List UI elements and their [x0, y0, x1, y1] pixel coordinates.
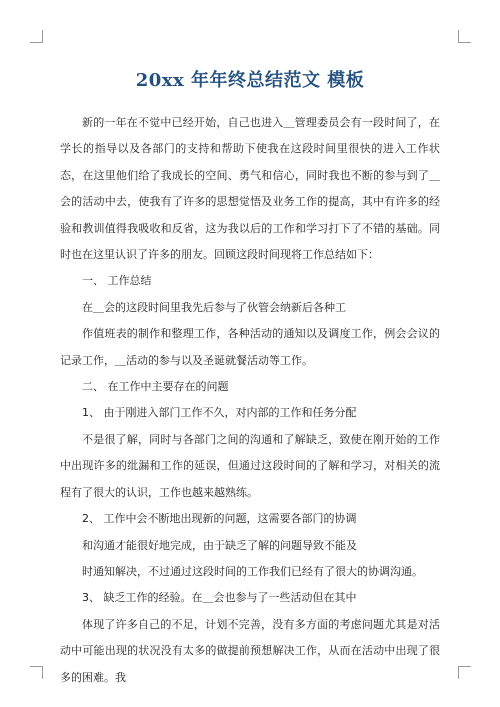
page-corner-mark-top-left — [30, 30, 43, 43]
page-corner-mark-bottom-right — [458, 666, 471, 679]
page-corner-mark-bottom-left — [30, 666, 43, 679]
problem-1-heading: 1、 由于刚进入部门工作不久，对内部的工作和任务分配 — [82, 406, 357, 420]
work-summary-line: 在＿会的这段时间里我先后参与了伙管会纳新后各种工 — [82, 300, 346, 314]
problem-1-paragraph: 不是很了解，同时与各部门之间的沟通和了解缺乏，致使在刚开始的工作中出现许多的纰漏和工作的延误，但通过这段时间的了解和学习，对相关的流程有了很大的认识，工作也越来越熟练。 — [60, 432, 440, 499]
problem-2-paragraph: 时通知解决，不过通过这段时间的工作我们已经有了很大的协调沟通。 — [82, 564, 423, 578]
work-summary-paragraph: 作值班表的制作和整理工作，各种活动的通知以及调度工作，例会会议的记录工作，＿活动的参与以及圣诞就餐活动等工作。 — [60, 327, 440, 367]
section-heading-work-summary: 一、 工作总结 — [82, 274, 152, 288]
problem-3-heading: 3、 缺乏工作的经验。在＿会也参与了一些活动但在其中 — [82, 591, 357, 605]
document-title: 20xx 年年终总结范文 模板 — [135, 70, 365, 91]
problem-2-line: 和沟通才能很好地完成，由于缺乏了解的问题导致不能及 — [82, 538, 357, 552]
intro-paragraph: 新的一年在不觉中已经开始，自己也进入＿管理委员会有一段时间了，在学长的指导以及各部门的支持和帮助下使我在这段时间里很快的进入工作状态，在这里他们给了我成长的空间、勇气和信心，同时我也不断的参与到了＿会的活动中去，使我有了许多的思想觉悟及业务工作的提高，其中有许多的经验和教训值得我吸收和反省，这为我以后的工作和学习打下了不错的基础。同时也在这里认识了许多的朋友。回顾这段时间现将工作总结如下： — [60, 116, 440, 262]
problem-2-heading: 2、 工作中会不断地出现新的问题，这需要各部门的协调 — [82, 512, 357, 526]
problem-3-paragraph: 体现了许多自己的不足，计划不完善，没有多方面的考虑问题尤其是对活动中可能出现的状况没有太多的做提前预想解决工作，从而在活动中出现了很多的困难。我 — [60, 617, 440, 684]
page-corner-mark-top-right — [458, 30, 471, 43]
document-body — [60, 110, 440, 691]
section-heading-problems: 二、 在工作中主要存在的问题 — [82, 380, 229, 394]
